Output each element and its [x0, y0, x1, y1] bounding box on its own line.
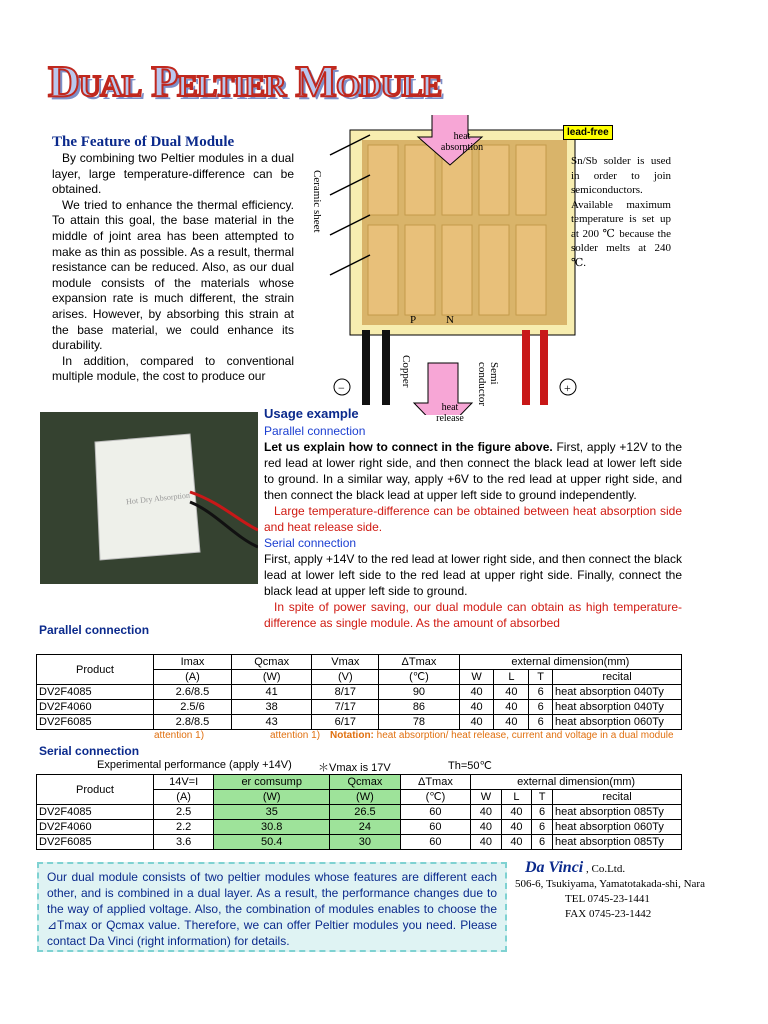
usage-heading: Usage example	[264, 406, 359, 421]
serial-table-title: Serial connection	[39, 744, 140, 758]
cell-t: 6	[529, 715, 553, 730]
semiconductor-label: Semi conductor	[476, 362, 500, 406]
cell-imax: 2.6/8.5	[154, 685, 232, 700]
summary-note: Our dual module consists of two peltier modules whose features are different each other, and is combined in a dual layer. As a result, the performance changes due to the way of applied voltage. Also, the combination of modules enables to choose the ⊿Tmax or Qcmax value. Therefore, we can offer Peltier modules you need. Please contact Da Vinci (right information) for details.	[37, 862, 507, 952]
cell-l: 40	[501, 820, 532, 835]
table-row	[37, 835, 682, 850]
feature-heading: The Feature of Dual Module	[52, 134, 235, 150]
cell-qcmax: 43	[231, 715, 311, 730]
cell-qcmax: 41	[231, 685, 311, 700]
parallel-paragraph	[264, 439, 682, 503]
table-row	[37, 715, 682, 730]
cell-current: 2.2	[154, 820, 214, 835]
cell-power: 50.4	[214, 835, 330, 850]
cell-product: DV2F4060	[37, 820, 154, 835]
cell-imax: 2.5/6	[154, 700, 232, 715]
cell-l: 40	[501, 835, 532, 850]
unit-qcmax: (W)	[330, 790, 400, 805]
usage-body	[264, 423, 682, 645]
heat-release-label: heat release	[436, 402, 464, 424]
company-suffix: , Co.Ltd.	[583, 863, 626, 875]
company-fax: FAX 0745-23-1442	[565, 908, 652, 920]
serial-spec-table	[36, 774, 682, 850]
photo-label: Hot Dry Absorption	[125, 490, 191, 507]
parallel-text: First, apply +12V to the red lead at lower right side, and then connect the black lead at lower left side to ground. In a similar way, apply +6V to the red lead at upper right side, and then connect the black lead at upper left side to ground independently.	[264, 440, 682, 502]
heat-absorption-label: heat absorption	[440, 131, 484, 153]
cell-recital: heat absorption 060Ty	[553, 715, 682, 730]
attention-note-2: attention 1)	[270, 730, 321, 741]
company-name-line	[515, 860, 745, 877]
col-power: er comsump	[214, 775, 330, 790]
notation-text: heat absorption/ heat release, current and voltage in a dual module	[373, 730, 674, 741]
p-label: P	[410, 314, 417, 326]
cell-t: 6	[532, 835, 553, 850]
parallel-table-title: Parallel connection	[39, 623, 150, 637]
cell-t: 6	[532, 820, 553, 835]
unit-dtmax: (℃)	[400, 790, 471, 805]
table-row	[37, 685, 682, 700]
feature-paragraph: By combining two Peltier modules in a dual layer, large temperature-difference can be obtained.	[52, 151, 294, 197]
attention-note-1: attention 1)	[154, 730, 205, 741]
feature-body	[52, 151, 294, 406]
col-dtmax: ΔTmax	[379, 655, 459, 670]
cell-current: 3.6	[154, 835, 214, 850]
feature-paragraph: We tried to enhance the thermal efficiency. To attain this goal, the base material in the middle of joint area has been attempted to make as thin as possible. As a result, thermal resistance can be reduced. Also, as our dual module consists of the materials whose expansion rate is much different, the strain arises. However, by absorbing this strain at the base material, we could enhance its durability.	[52, 197, 294, 353]
serial-subtitle: Serial connection	[264, 536, 357, 550]
page-title: Dual Peltier Module	[48, 57, 442, 106]
company-tel: TEL 0745-23-1441	[565, 893, 650, 905]
col-w: W	[471, 790, 502, 805]
n-label: N	[446, 314, 454, 326]
unit-vmax: (V)	[312, 670, 379, 685]
col-product: Product	[37, 655, 154, 685]
cell-product: DV2F6085	[37, 835, 154, 850]
col-recital: recital	[553, 670, 682, 685]
cell-product: DV2F4085	[37, 805, 154, 820]
cell-imax: 2.8/8.5	[154, 715, 232, 730]
col-imax: Imax	[154, 655, 232, 670]
unit-dtmax: (℃)	[379, 670, 459, 685]
unit-current: (A)	[154, 790, 214, 805]
lead-free-badge: lead-free	[563, 125, 613, 140]
cell-recital: heat absorption 085Ty	[553, 835, 682, 850]
parallel-spec-table	[36, 654, 682, 730]
cell-t: 6	[529, 685, 553, 700]
parallel-subtitle: Parallel connection	[264, 424, 366, 438]
col-qcmax: Qcmax	[330, 775, 400, 790]
table-row	[37, 700, 682, 715]
parallel-lead: Let us explain how to connect in the figure above.	[264, 440, 553, 454]
cell-qcmax: 38	[231, 700, 311, 715]
cell-dtmax: 60	[400, 835, 471, 850]
cell-w: 40	[471, 820, 502, 835]
cell-dtmax: 60	[400, 820, 471, 835]
cell-w: 40	[459, 715, 494, 730]
col-external-dimension: external dimension(mm)	[459, 655, 681, 670]
cell-vmax: 8/17	[312, 685, 379, 700]
col-dtmax: ΔTmax	[400, 775, 471, 790]
cell-recital: heat absorption 040Ty	[553, 700, 682, 715]
cell-vmax: 7/17	[312, 700, 379, 715]
cell-qcmax: 30	[330, 835, 400, 850]
col-vmax: Vmax	[312, 655, 379, 670]
notation-label: Notation:	[330, 730, 374, 741]
serial-result: In spite of power saving, our dual module can obtain as high temperature-difference as single module. As the amount of absorbed	[264, 600, 682, 630]
col-product: Product	[37, 775, 154, 805]
company-info	[515, 860, 745, 922]
cell-dtmax: 60	[400, 805, 471, 820]
copper-label: Copper	[400, 355, 412, 388]
col-w: W	[459, 670, 494, 685]
cell-w: 40	[471, 805, 502, 820]
col-t: T	[529, 670, 553, 685]
plus-terminal: +	[564, 381, 571, 395]
cell-dtmax: 78	[379, 715, 459, 730]
cell-power: 35	[214, 805, 330, 820]
cell-product: DV2F4085	[37, 685, 154, 700]
unit-imax: (A)	[154, 670, 232, 685]
vmax-note: ＊Vmax is 17V	[318, 762, 391, 774]
cell-w: 40	[459, 685, 494, 700]
cell-l: 40	[494, 685, 529, 700]
module-photo	[40, 412, 258, 584]
cell-l: 40	[501, 805, 532, 820]
cell-w: 40	[471, 835, 502, 850]
unit-power: (W)	[214, 790, 330, 805]
col-l: L	[494, 670, 529, 685]
cell-t: 6	[529, 700, 553, 715]
th-note: Th=50℃	[448, 760, 492, 772]
parallel-result: Large temperature-difference can be obtained between heat absorption side and heat release side.	[264, 504, 682, 534]
cell-dtmax: 86	[379, 700, 459, 715]
cell-recital: heat absorption 085Ty	[553, 805, 682, 820]
cell-recital: heat absorption 040Ty	[553, 685, 682, 700]
cell-t: 6	[532, 805, 553, 820]
company-address: 506-6, Tsukiyama, Yamatotakada-shi, Nara	[515, 878, 705, 890]
col-current: 14V=I	[154, 775, 214, 790]
cell-product: DV2F4060	[37, 700, 154, 715]
minus-terminal: −	[338, 381, 345, 395]
col-qcmax: Qcmax	[231, 655, 311, 670]
ceramic-label: Ceramic sheet	[311, 170, 323, 233]
cell-l: 40	[494, 715, 529, 730]
lead-free-note: Sn/Sb solder is used in order to join semiconductors. Available maximum temperature is set up at 200 ℃ because the solder melts at 240 ℃.	[571, 155, 671, 269]
col-t: T	[532, 790, 553, 805]
table-row	[37, 820, 682, 835]
feature-paragraph: In addition, compared to conventional multiple module, the cost to produce our	[52, 353, 294, 384]
col-external-dimension: external dimension(mm)	[471, 775, 682, 790]
cell-qcmax: 24	[330, 820, 400, 835]
notation-note	[330, 730, 674, 741]
serial-text: First, apply +14V to the red lead at lower right side, and then connect the black lead at lower left side to the red lead at upper right side. Finally, connect the black lead at upper left side to ground.	[264, 552, 682, 598]
col-recital: recital	[553, 790, 682, 805]
cell-power: 30.8	[214, 820, 330, 835]
cell-qcmax: 26.5	[330, 805, 400, 820]
company-name: Da Vinci	[525, 859, 584, 876]
cell-current: 2.5	[154, 805, 214, 820]
table-header-row	[37, 775, 682, 790]
experimental-note: Experimental performance (apply +14V)	[97, 759, 292, 771]
cell-vmax: 6/17	[312, 715, 379, 730]
cell-l: 40	[494, 700, 529, 715]
cell-recital: heat absorption 060Ty	[553, 820, 682, 835]
cell-product: DV2F6085	[37, 715, 154, 730]
cell-dtmax: 90	[379, 685, 459, 700]
cell-w: 40	[459, 700, 494, 715]
unit-qcmax: (W)	[231, 670, 311, 685]
table-header-row	[37, 655, 682, 670]
col-l: L	[501, 790, 532, 805]
table-row	[37, 805, 682, 820]
